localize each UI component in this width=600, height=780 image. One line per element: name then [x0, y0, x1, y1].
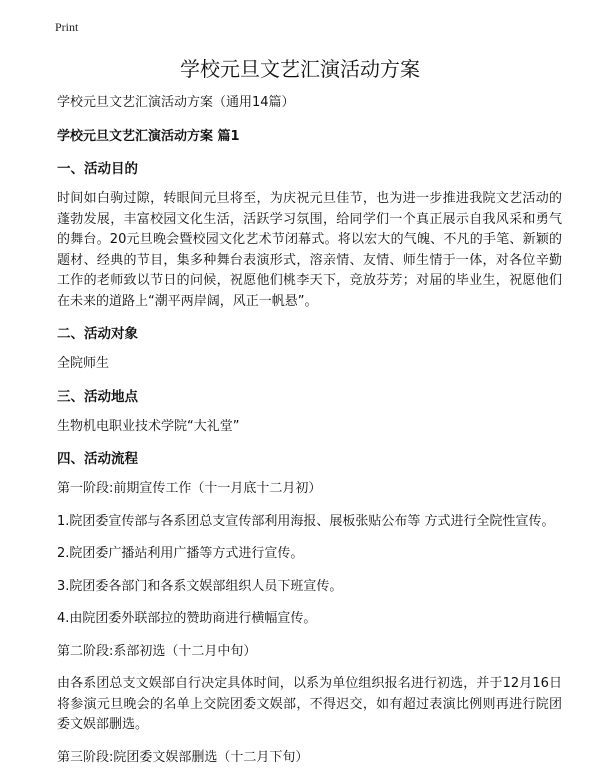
document-body [57, 93, 562, 780]
stage-2-paragraph: 由各系团总支文娱部自行决定具体时间，以系为单位组织报名进行初选，并于12月16日将参演元旦晚会的名单上交院团委文娱部，不得迟交，如有超过表演比例则再进行院团委文娱部删选。 [57, 676, 562, 732]
document-subtitle: 学校元旦文艺汇演活动方案（通用14篇） [57, 95, 295, 110]
stage-1-item-3: 3.院团委各部门和各系文娱部组织人员下班宣传。 [57, 578, 343, 594]
audience-paragraph: 全院师生 [57, 356, 110, 371]
part-heading: 学校元旦文艺汇演活动方案 篇1 [57, 129, 240, 144]
stage-1-item-2: 2.院团委广播站利用广播等方式进行宣传。 [57, 546, 304, 561]
stage-1-item-4: 4.由院团委外联部拉的赞助商进行横幅宣传。 [57, 611, 317, 626]
stage-1-item-1: 1.院团委宣传部与各系团总支宣传部利用海报、展板张贴公布等 方式进行全院性宣传。 [57, 513, 555, 529]
stage-2-heading: 第二阶段:系部初选（十二月中旬） [57, 643, 257, 659]
stage-3-heading: 第三阶段:院团委文娱部删选（十二月下旬） [57, 749, 309, 765]
section-heading-purpose: 一、活动目的 [57, 161, 138, 177]
location-paragraph: 生物机电职业技术学院“大礼堂” [57, 418, 240, 434]
section-heading-location: 三、活动地点 [57, 388, 138, 405]
purpose-paragraph: 时间如白驹过隙，转眼间元旦将至，为庆祝元旦佳节，也为进一步推进我院文艺活动的蓬勃发展，丰富校园文化生活，活跃学习氛围，给同学们一个真正展示自我风采和勇气的舞台。20元旦晚会暨校园文化艺术节闭幕式。将以宏大的气魄、不凡的手笔、新颖的题材、经典的节目，集多种舞台表演形式，溶亲情、友情、师生情于一体，对各位辛勤工作的老师致以节日的问候，祝愿他们桃李天下，竞放芬芳；对届的毕业生，祝愿他们在未来的道路上“潮平两岸阔，风正一帆悬”。 [57, 191, 562, 309]
section-heading-audience: 二、活动对象 [57, 326, 138, 342]
section-heading-process: 四、活动流程 [57, 451, 138, 467]
print-label[interactable]: Print [55, 20, 79, 34]
stage-1-heading: 第一阶段:前期宣传工作（十一月底十二月初） [57, 481, 322, 496]
page-title: 学校元旦文艺汇演活动方案 [180, 57, 420, 81]
